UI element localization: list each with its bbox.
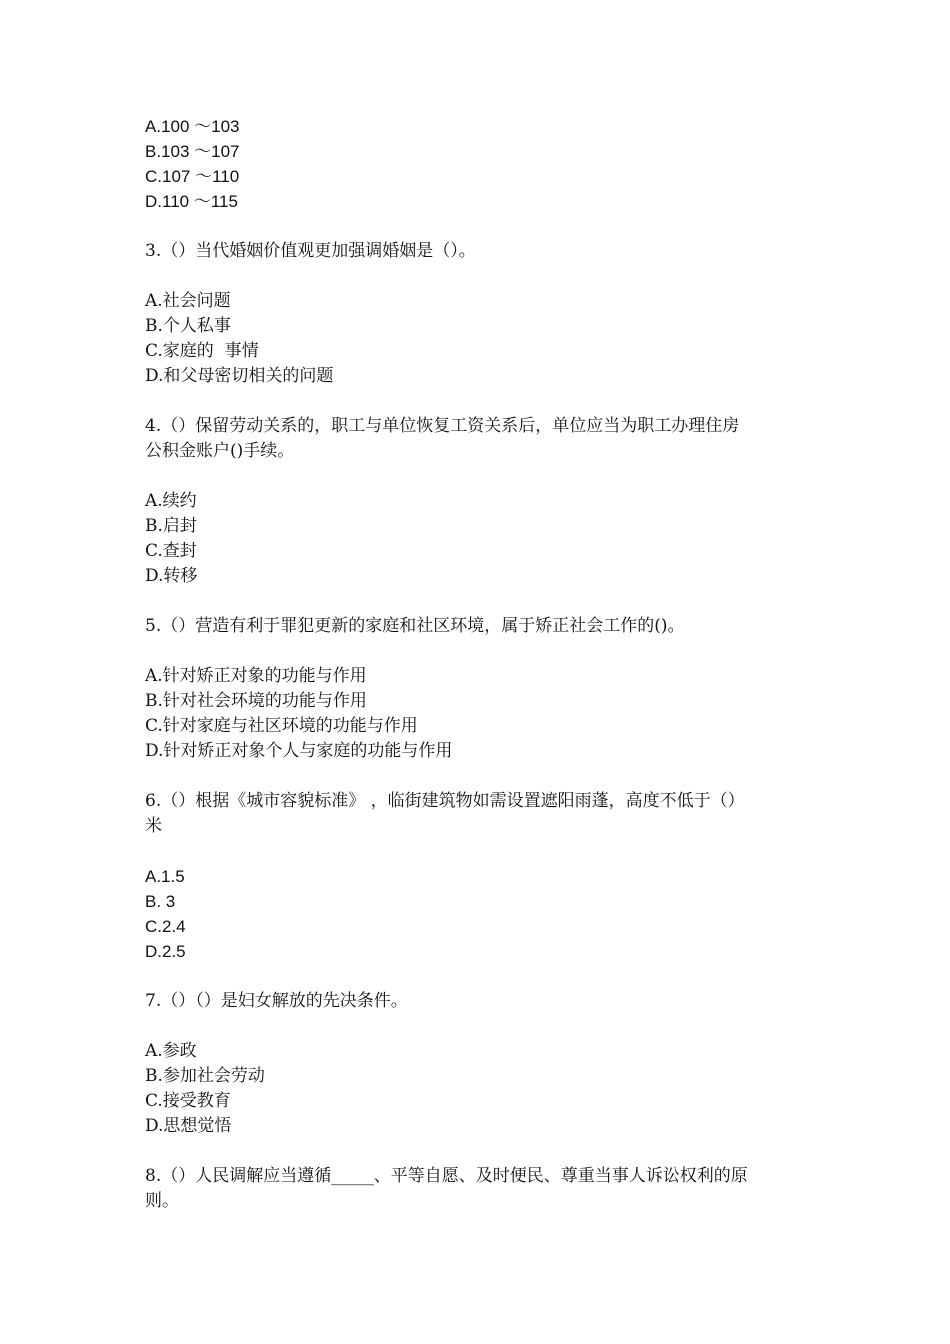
option-a: A.100 ～103 bbox=[145, 117, 240, 136]
option-b: B.参加社会劳动 bbox=[145, 1066, 265, 1086]
spacer bbox=[145, 764, 825, 789]
option-d: D.针对矫正对象个人与家庭的功能与作用 bbox=[145, 741, 453, 761]
option-b: B. 3 bbox=[145, 892, 176, 911]
question-text-cont: 米 bbox=[145, 816, 162, 836]
document-page bbox=[145, 114, 825, 1214]
question-text-cont: 公积金账户()手续。 bbox=[145, 441, 295, 461]
spacer bbox=[145, 214, 825, 239]
option-c: C.2.4 bbox=[145, 917, 186, 936]
option-b: B.启封 bbox=[145, 516, 197, 536]
question-5 bbox=[145, 614, 825, 764]
spacer bbox=[145, 639, 825, 664]
option-b: B.针对社会环境的功能与作用 bbox=[145, 691, 367, 711]
question-text-cont: 则。 bbox=[145, 1191, 179, 1211]
question-text: 3.（）当代婚姻价值观更加强调婚姻是（）。 bbox=[145, 241, 476, 261]
option-a: A.参政 bbox=[145, 1041, 197, 1061]
option-a: A.社会问题 bbox=[145, 291, 231, 311]
question-text: 7.（）（）是妇女解放的先决条件。 bbox=[145, 991, 408, 1011]
spacer bbox=[145, 464, 825, 489]
option-c: C.107 ～110 bbox=[145, 167, 240, 186]
option-b: B.个人私事 bbox=[145, 316, 231, 336]
question-6 bbox=[145, 789, 825, 964]
spacer bbox=[145, 589, 825, 614]
prev-question-options bbox=[145, 114, 825, 214]
option-d: D.思想觉悟 bbox=[145, 1116, 232, 1136]
option-c: C.家庭的 事情 bbox=[145, 341, 259, 361]
spacer bbox=[145, 1139, 825, 1164]
option-c: C.接受教育 bbox=[145, 1091, 231, 1111]
option-a: A.1.5 bbox=[145, 867, 185, 886]
spacer bbox=[145, 964, 825, 989]
option-d: D.110 ～115 bbox=[145, 192, 238, 211]
question-3 bbox=[145, 239, 825, 389]
question-text: 5.（）营造有利于罪犯更新的家庭和社区环境，属于矫正社会工作的()。 bbox=[145, 616, 685, 636]
spacer bbox=[145, 264, 825, 289]
spacer bbox=[145, 1014, 825, 1039]
question-text: 8.（）人民调解应当遵循_____、平等自愿、及时便民、尊重当事人诉讼权利的原 bbox=[145, 1166, 748, 1186]
option-d: D.和父母密切相关的问题 bbox=[145, 366, 334, 386]
option-a: A.针对矫正对象的功能与作用 bbox=[145, 666, 367, 686]
option-c: C.查封 bbox=[145, 541, 197, 561]
question-text: 6.（）根据《城市容貌标准》 ，临街建筑物如需设置遮阳雨蓬，高度不低于（） bbox=[145, 791, 745, 811]
option-b: B.103 ～107 bbox=[145, 142, 240, 161]
option-a: A.续约 bbox=[145, 491, 197, 511]
question-7 bbox=[145, 989, 825, 1139]
option-d: D.2.5 bbox=[145, 942, 186, 961]
option-d: D.转移 bbox=[145, 566, 198, 586]
question-4 bbox=[145, 414, 825, 589]
question-text: 4.（）保留劳动关系的，职工与单位恢复工资关系后，单位应当为职工办理住房 bbox=[145, 416, 740, 436]
question-8 bbox=[145, 1164, 825, 1214]
option-c: C.针对家庭与社区环境的功能与作用 bbox=[145, 716, 418, 736]
spacer bbox=[145, 389, 825, 414]
spacer bbox=[145, 839, 825, 864]
